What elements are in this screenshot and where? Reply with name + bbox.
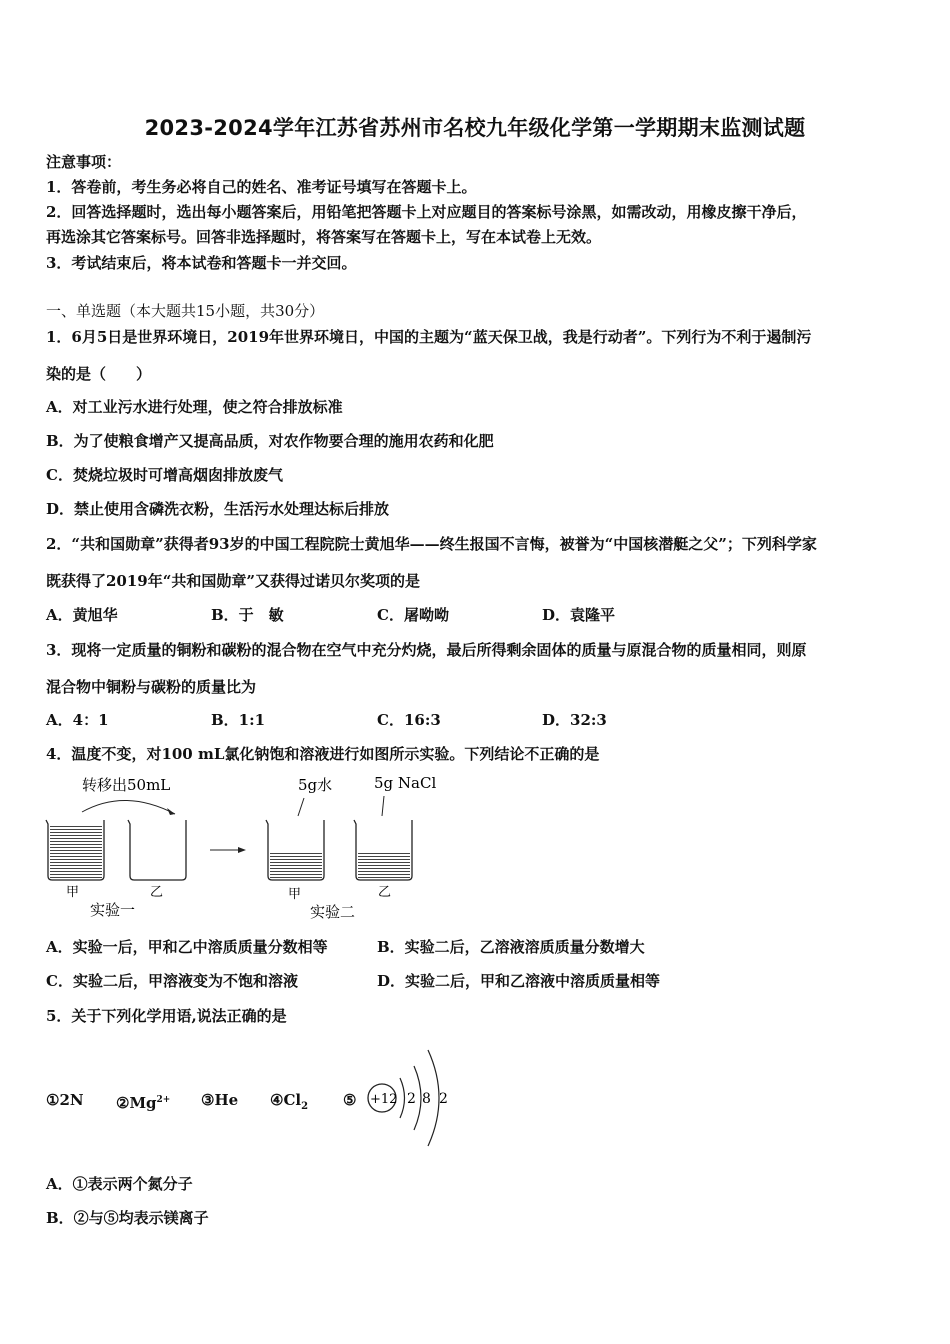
transfer-label: 转移出50mL (82, 776, 171, 794)
shell-1: 2 (407, 1091, 416, 1107)
mg-atom-structure (362, 1042, 462, 1152)
symbol-5: ⑤ (343, 1091, 357, 1109)
notice-item: 1．答卷前，考生务必将自己的姓名、准考证号填写在答题卡上。 (46, 178, 477, 196)
q2-option-d: D．袁隆平 (542, 606, 616, 624)
beaker-jia-exp1 (46, 820, 104, 880)
label-water: 5g水 (298, 776, 333, 794)
label-exp2: 实验二 (310, 903, 356, 921)
q1-option-c: C．焚烧垃圾时可增高烟囱排放废气 (46, 466, 283, 484)
label-nacl: 5g NaCl (374, 774, 437, 792)
shell-3: 2 (439, 1091, 448, 1107)
q1-option-b: B．为了使粮食增产又提高品质，对农作物要合理的施用农药和化肥 (46, 432, 494, 450)
q4-option-d: D．实验二后，甲和乙溶液中溶质质量相等 (377, 972, 661, 990)
notice-item: 2．回答选择题时，选出每小题答案后，用铅笔把答题卡上对应题目的答案标号涂黑，如需改动，用橡皮擦干净后， (46, 203, 807, 221)
symbol-1: ①2N (46, 1091, 84, 1109)
q3-stem: 3．现将一定质量的铜粉和碳粉的混合物在空气中充分灼烧，最后所得剩余固体的质量与原混合物的质量相同，则原 (46, 641, 807, 659)
q2-stem-cont: 既获得了2019年“共和国勋章”又获得过诺贝尔奖项的是 (46, 572, 421, 590)
q4-stem: 4．温度不变，对100 mL氯化钠饱和溶液进行如图所示实验。下列结论不正确的是 (46, 745, 600, 763)
label-yi-2: 乙 (378, 885, 392, 900)
q1-option-a: A．对工业污水进行处理，使之符合排放标准 (46, 398, 343, 416)
q2-option-a: A．黄旭华 (46, 606, 118, 624)
page-title: 2023-2024学年江苏省苏州市名校九年级化学第一学期期末监测试题 (144, 116, 806, 140)
q2-stem: 2．“共和国勋章”获得者93岁的中国工程院院士黄旭华——终生报国不言悔，被誉为“中国核潜艇之父”；下列科学家 (46, 535, 817, 553)
nucleus-charge: +12 (370, 1092, 398, 1107)
q1-option-d: D．禁止使用含磷洗衣粉，生活污水处理达标后排放 (46, 500, 390, 518)
label-exp1: 实验一 (90, 901, 136, 919)
shell-2: 8 (422, 1091, 431, 1107)
q1-stem: 1．6月5日是世界环境日，2019年世界环境日，中国的主题为“蓝天保卫战，我是行动者”。下列行为不利于遏制污 (46, 328, 812, 346)
q5-option-a: A．①表示两个氮分子 (46, 1175, 193, 1193)
q3-option-d: D．32:3 (542, 711, 607, 729)
beaker-yi-exp2 (354, 820, 412, 880)
label-yi-1: 乙 (150, 885, 164, 900)
q5-option-b: B．②与⑤均表示镁离子 (46, 1209, 209, 1227)
symbol-4: $④Cl_2$ (270, 1091, 309, 1112)
symbol-2: $②Mg^{2+}$ (116, 1094, 171, 1112)
q3-option-b: B．1:1 (211, 711, 266, 729)
notice-item: 3．考试结束后，将本试卷和答题卡一并交回。 (46, 254, 357, 272)
q2-option-b: B．于 敏 (211, 606, 284, 624)
q5-stem: 5．关于下列化学用语,说法正确的是 (46, 1007, 287, 1025)
q4-option-a: A．实验一后，甲和乙中溶质质量分数相等 (46, 938, 328, 956)
q3-option-a: A．4：1 (46, 711, 109, 729)
transfer-arrow (82, 800, 175, 814)
q4-option-c: C．实验二后，甲溶液变为不饱和溶液 (46, 972, 298, 990)
q2-option-c: C．屠呦呦 (377, 606, 449, 624)
label-jia-1: 甲 (66, 885, 80, 900)
notice-item: 再选涂其它答案标号。回答非选择题时，将答案写在答题卡上，写在本试卷上无效。 (46, 228, 602, 246)
beaker-jia-exp2 (266, 820, 324, 880)
section-heading: 一、单选题（本大题共15小题，共30分） (46, 302, 325, 320)
q4-option-b: B．实验二后，乙溶液溶质质量分数增大 (377, 938, 645, 956)
label-jia-2: 甲 (288, 887, 302, 902)
notice-heading: 注意事项： (46, 153, 122, 171)
symbol-3: ③He (201, 1091, 239, 1109)
q3-option-c: C．16:3 (377, 711, 441, 729)
beaker-yi-exp1 (128, 820, 186, 880)
q4-experiment-figure (40, 768, 460, 928)
q1-stem-cont: 染的是（ ） (46, 365, 152, 383)
q3-stem-cont: 混合物中铜粉与碳粉的质量比为 (46, 678, 257, 696)
